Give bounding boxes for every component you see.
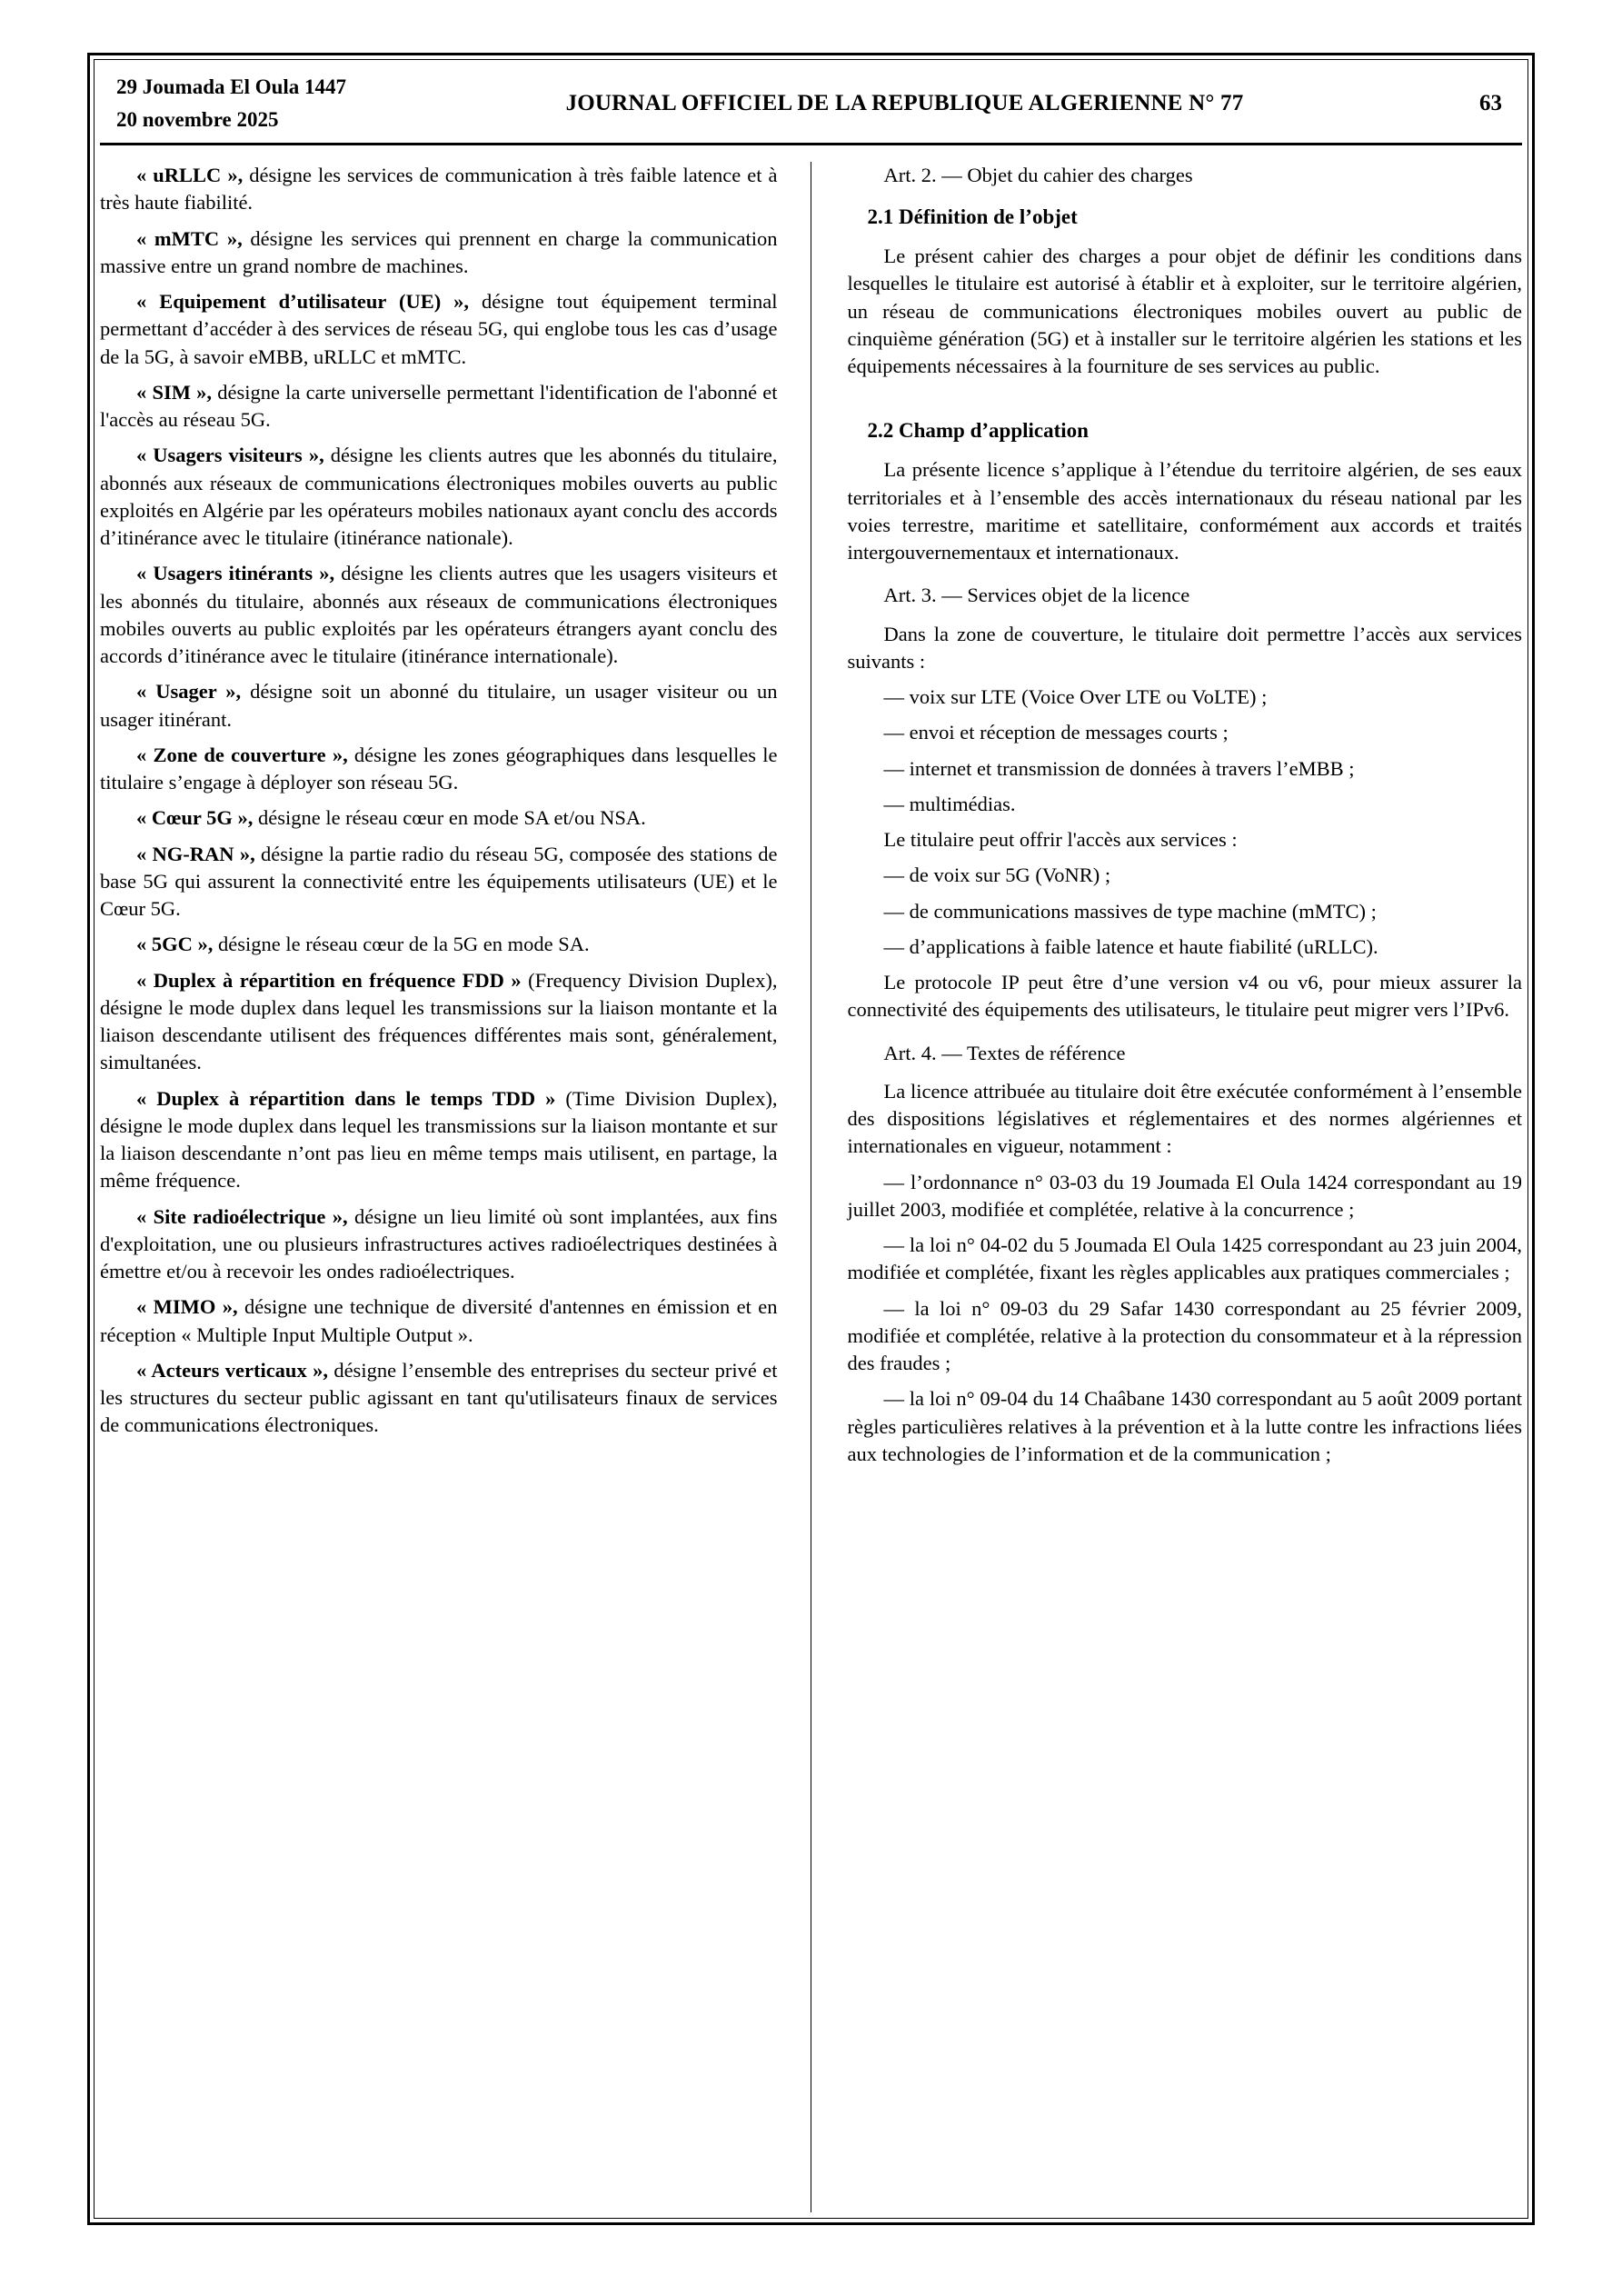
definition-text: désigne tout équipement terminal permettant d’accéder à des services de réseau 5G, qui englobe tous les cas d’usage de la 5G, à savoir eMBB, uRLLC et mMTC. bbox=[100, 290, 778, 368]
definition-paragraph bbox=[100, 442, 778, 552]
definition-paragraph bbox=[100, 742, 778, 797]
definition-paragraph bbox=[100, 288, 778, 371]
section-2-1-text: Le présent cahier des charges a pour objet de définir les conditions dans lesquelles le titulaire est autorisé à établir et à exploiter, sur le territoire algérien, un réseau de communications électroniques mobiles ouvert au public de cinquième génération (5G) et à installer sur le territoire algérien les stations et les équipements nécessaires à la fourniture de ses services au public. bbox=[847, 245, 1522, 378]
list-item: — multimédias. bbox=[883, 792, 1016, 815]
definition-term: « MIMO », bbox=[136, 1295, 238, 1319]
list-item: — la loi n° 09-03 du 29 Safar 1430 correspondant au 25 février 2009, modifiée et complétée, relative à la protection du consommateur et à la répression des fraudes ; bbox=[847, 1296, 1522, 1375]
spacer bbox=[848, 388, 1523, 403]
article-heading-2: Art. 2. — Objet du cahier des charges bbox=[883, 164, 1193, 186]
definition-text: désigne la carte universelle permettant l'identification de l'abonné et l'accès au réseau 5G. bbox=[100, 380, 778, 431]
page-header bbox=[100, 65, 1522, 145]
article-3-intro: Dans la zone de couverture, le titulaire doit permettre l’accès aux services suivants : bbox=[847, 622, 1522, 673]
list-item: — envoi et réception de messages courts ; bbox=[883, 721, 1229, 744]
definition-term: « Acteurs verticaux », bbox=[136, 1358, 328, 1382]
definition-text: (Frequency Division Duplex), désigne le mode duplex dans lequel les transmissions sur la liaison montante et la liaison descendante utilisent des fréquences différentes mais sont, généralement, simultanées. bbox=[100, 968, 778, 1074]
article-4-intro: La licence attribuée au titulaire doit être exécutée conformément à l’ensemble des dispositions législatives et réglementaires et des normes algériennes et internationales en vigueur, notamment : bbox=[847, 1079, 1522, 1158]
definition-paragraph bbox=[100, 841, 778, 923]
page-content bbox=[100, 162, 1522, 2212]
section-2-2-text: La présente licence s’applique à l’étendue du territoire algérien, de ses eaux territoriales et à l’ensemble des accès internationaux du réseau national par les voies terrestre, maritime et satellitaire, conformément aux accords et traités intergouvernementaux et internationaux. bbox=[847, 458, 1522, 564]
definition-paragraph bbox=[100, 967, 778, 1077]
definition-paragraph bbox=[100, 1203, 778, 1286]
article-3-second-intro: Le titulaire peut offrir l'accès aux services : bbox=[883, 828, 1238, 852]
list-item: — la loi n° 09-04 du 14 Chaâbane 1430 correspondant au 5 août 2009 portant règles particulières relatives à la prévention et à la lutte contre les infractions liées aux technologies de l’information et de la communication ; bbox=[847, 1387, 1522, 1465]
definition-text: (Time Division Duplex), désigne le mode duplex dans lequel les transmissions sur la liaison montante et sur la liaison descendante n’ont pas lieu en même temps mais utilisent, en partage, la même fréquence. bbox=[100, 1086, 778, 1193]
list-item: — de communications massives de type machine (mMTC) ; bbox=[883, 899, 1377, 923]
definition-term: « Usagers itinérants », bbox=[136, 562, 335, 585]
definition-paragraph bbox=[100, 931, 778, 958]
definition-text: désigne les clients autres que les abonnés du titulaire, abonnés aux réseaux de communications électroniques mobiles ouverts au public exploités en Algérie par les opérateurs mobiles nationaux ayant conclu des accords d’itinérance avec le titulaire (itinérance nationale). bbox=[100, 444, 778, 549]
definition-text: désigne une technique de diversité d'antennes en émission et en réception « Multiple Input Multiple Output ». bbox=[100, 1295, 778, 1346]
list-item: — la loi n° 04-02 du 5 Joumada El Oula 1425 correspondant au 23 juin 2004, modifiée et complétée, fixant les règles applicables aux pratiques commerciales ; bbox=[847, 1233, 1522, 1284]
definition-term: « NG-RAN », bbox=[136, 842, 255, 865]
definition-term: « Usager », bbox=[136, 680, 242, 704]
definition-paragraph bbox=[100, 225, 778, 281]
definition-term: « uRLLC », bbox=[136, 164, 244, 186]
spacer bbox=[848, 574, 1523, 582]
list-item: — internet et transmission de données à travers l’eMBB ; bbox=[883, 756, 1355, 780]
definition-text: désigne soit un abonné du titulaire, un usager visiteur ou un usager itinérant. bbox=[100, 680, 778, 731]
list-item: — l’ordonnance n° 03-03 du 19 Joumada El Oula 1424 correspondant au 19 juillet 2003, modifiée et complétée, relative à la concurrence ; bbox=[847, 1170, 1522, 1221]
section-heading-2-1: 2.1 Définition de l’objet bbox=[867, 205, 1078, 229]
article-3-closing: Le protocole IP peut être d’une version v4 ou v6, pour mieux assurer la connectivité des équipements des utilisateurs, le titulaire peut migrer vers l’IPv6. bbox=[847, 971, 1522, 1022]
definition-term: « Duplex à répartition en fréquence FDD » bbox=[136, 968, 522, 992]
list-item: — d’applications à faible latence et haute fiabilité (uRLLC). bbox=[883, 934, 1378, 958]
definition-paragraph bbox=[100, 560, 778, 670]
article-heading-3: Art. 3. — Services objet de la licence bbox=[883, 584, 1190, 607]
definition-term: « 5GC », bbox=[136, 933, 214, 956]
definition-text: désigne le réseau cœur en mode SA et/ou NSA. bbox=[253, 806, 646, 830]
list-item: — de voix sur 5G (VoNR) ; bbox=[883, 863, 1111, 887]
definition-text: désigne l’ensemble des entreprises du secteur privé et les structures du secteur public agissant en tant qu'utilisateurs finaux de services de communications électroniques. bbox=[100, 1358, 778, 1437]
article-heading-4: Art. 4. — Textes de référence bbox=[883, 1041, 1126, 1064]
header-title: JOURNAL OFFICIEL DE LA REPUBLIQUE ALGERIENNE N° 77 bbox=[565, 91, 1244, 115]
definition-paragraph bbox=[100, 804, 778, 832]
definition-paragraph bbox=[100, 1293, 778, 1349]
definition-term: « mMTC », bbox=[136, 226, 243, 250]
definition-paragraph bbox=[100, 162, 778, 217]
definition-paragraph bbox=[100, 678, 778, 734]
column-right bbox=[811, 162, 1523, 2212]
header-date-hijri: 29 Joumada El Oula 1447 bbox=[116, 75, 347, 98]
definition-term: « Usagers visiteurs », bbox=[136, 444, 324, 467]
definition-term: « Site radioélectrique », bbox=[136, 1204, 348, 1228]
spacer bbox=[848, 1033, 1523, 1040]
definition-text: désigne les services de communication à très faible latence et à très haute fiabilité. bbox=[100, 164, 778, 215]
definition-text: désigne les clients autres que les usagers visiteurs et les abonnés du titulaire, abonnés aux réseaux de communications électroniques mobiles ouverts au public exploités par les opérateurs étrangers ayant conclu des accords d’itinérance avec le titulaire (itinérance internationale). bbox=[100, 562, 778, 667]
page-number: 63 bbox=[1479, 91, 1502, 115]
list-item: — voix sur LTE (Voice Over LTE ou VoLTE) ; bbox=[883, 685, 1268, 709]
definition-term: « SIM », bbox=[136, 380, 213, 404]
header-date-gregorian: 20 novembre 2025 bbox=[116, 107, 279, 131]
definition-paragraph bbox=[100, 1085, 778, 1195]
section-heading-2-2: 2.2 Champ d’application bbox=[867, 419, 1089, 443]
definition-term: « Duplex à répartition dans le temps TDD » bbox=[136, 1086, 556, 1110]
definition-paragraph bbox=[100, 1357, 778, 1440]
definition-text: désigne les services qui prennent en charge la communication massive entre un grand nombre de machines. bbox=[100, 226, 778, 277]
definition-term: « Cœur 5G », bbox=[136, 806, 254, 830]
column-left bbox=[100, 162, 811, 2212]
definition-text: désigne le réseau cœur de la 5G en mode SA. bbox=[213, 933, 590, 956]
definition-text: désigne les zones géographiques dans lesquelles le titulaire s’engage à déployer son réseau 5G. bbox=[100, 743, 778, 794]
definition-text: désigne la partie radio du réseau 5G, composée des stations de base 5G qui assurent la connectivité entre les équipements utilisateurs (UE) et le Cœur 5G. bbox=[100, 842, 778, 920]
header-dates bbox=[100, 65, 443, 135]
definition-text: désigne un lieu limité où sont implantées, aux fins d'exploitation, une ou plusieurs infrastructures actives radioélectriques destinées à émettre et/ou à recevoir les ondes radioélectriques. bbox=[100, 1204, 778, 1283]
definition-paragraph bbox=[100, 379, 778, 434]
definition-term: « Zone de couverture », bbox=[136, 743, 348, 766]
definition-term: « Equipement d’utilisateur (UE) », bbox=[136, 290, 470, 313]
